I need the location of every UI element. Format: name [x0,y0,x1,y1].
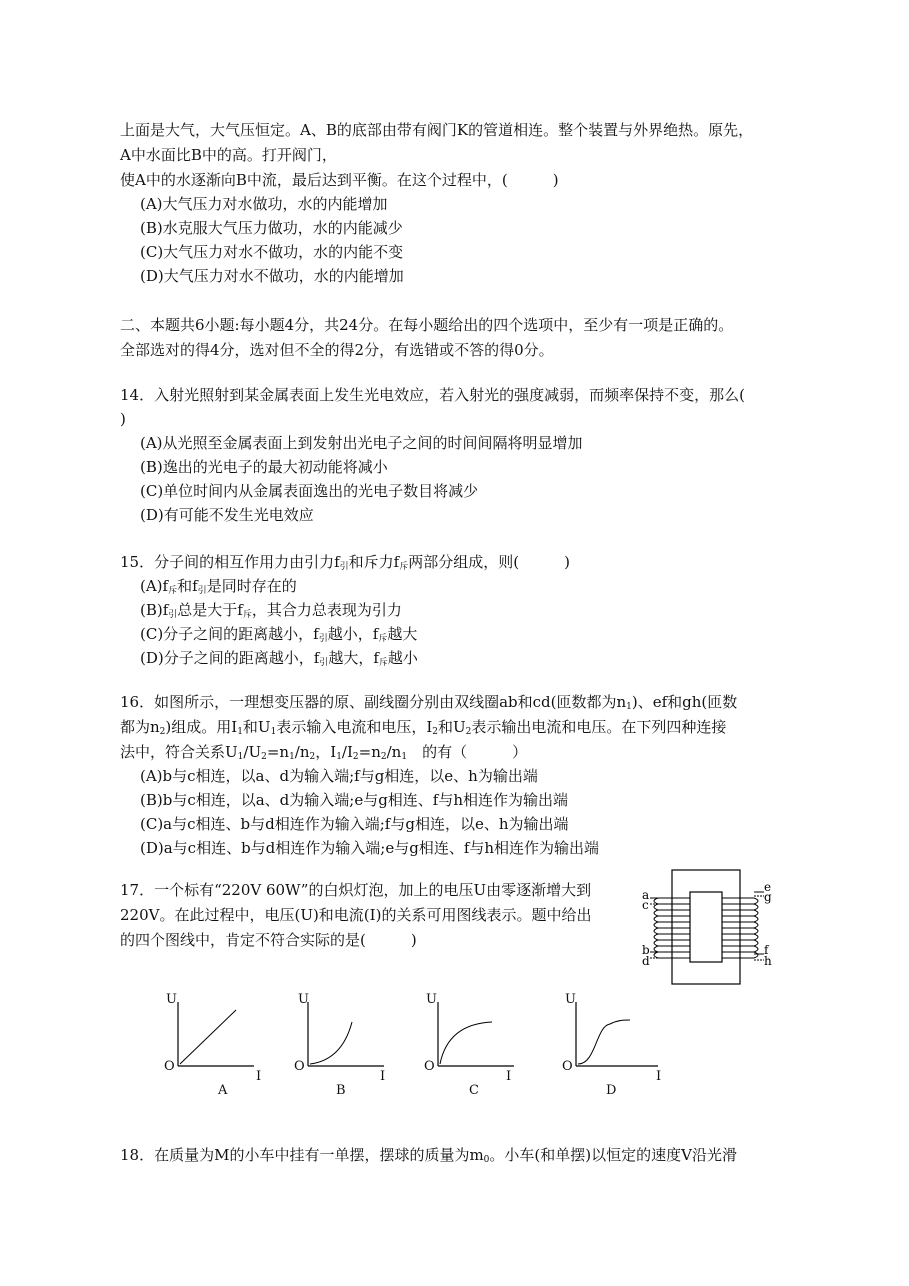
graph-b-x-label: I [380,1069,386,1084]
graph-b-name: B [336,1083,346,1098]
q16-option-c: (C)a与c相连、b与d相连作为输入端;f与g相连，以e、h为输出端 [140,815,569,833]
q16-line-1: 16．如图所示，一理想变压器的原、副线圈分别由双线圈ab和cd(匝数都为$n_1$)、ef和gh(匝数 [120,693,738,712]
graph-a-plot [176,1002,256,1070]
q15-option-c: (C)分子之间的距离越小，$f_引$越小，$f_斥$越大 [140,625,418,644]
q18-line-1: 18．在质量为M的小车中挂有一单摆，摆球的质量为$m_0$。小车(和单摆)以恒定的速度V沿光滑 [120,1146,737,1165]
graph-a-y-label: U [166,992,177,1007]
q14-line-1: 14．入射光照射到某金属表面上发生光电效应，若入射光的强度减弱，而频率保持不变，那么( [120,386,745,404]
graph-c-origin: O [424,1059,435,1074]
q13-line-1: 上面是大气，大气压恒定。A、B的底部由带有阀门K的管道相连。整个装置与外界绝热。原先， [120,121,754,139]
q16-line-2: 都为$n_2$)组成。用$I_1$和$U_1$表示输入电流和电压，$I_2$和$U_2$表示输出电流和电压。在下列四种连接 [120,718,727,737]
graph-d-name: D [606,1083,617,1098]
q15-option-d: (D)分子之间的距离越小，$f_引$越大，$f_斥$越小 [140,649,418,668]
section2-line-1: 二、本题共6小题:每小题4分，共24分。在每小题给出的四个选项中，至少有一项是正确的。 [120,316,734,334]
q14-option-b: (B)逸出的光电子的最大初动能将减小 [140,458,388,476]
graph-b-curve [310,1022,352,1064]
q17-line-3: 的四个图线中，肯定不符合实际的是( ) [120,931,417,949]
graph-a-origin: O [164,1059,175,1074]
terminal-label-f: f [764,943,769,957]
q17-line-2: 220V。在此过程中，电压(U)和电流(I)的关系可用图线表示。题中给出 [120,906,592,924]
terminal-label-b: b [642,943,650,957]
terminal-label-a: a [642,888,650,902]
graph-a-x-label: I [256,1069,262,1084]
graph-c-plot [436,1002,516,1070]
q13-option-b: (B)水克服大气压力做功，水的内能减少 [140,219,403,237]
q14-option-a: (A)从光照至金属表面上到发射出光电子之间的时间间隔将明显增加 [140,434,583,452]
q17-line-1: 17．一个标有“220V 60W”的白炽灯泡，加上的电压U由零逐渐增大到 [120,881,592,899]
terminal-label-e: e [764,880,772,894]
graph-a-name: A [218,1083,228,1098]
q15-option-b: $(B)f_引$总是大于$f_斥$，其合力总表现为引力 [140,601,402,620]
graph-c-curve [440,1022,492,1064]
q15-stem: 15．分子间的相互作用力由引力$f_引$和斥力$f_斥$两部分组成，则( ) [120,553,570,572]
graph-a-curve [180,1010,236,1064]
terminal-label-c: c [642,898,649,912]
terminal-label-d: d [642,954,650,968]
graph-b-plot [306,1002,386,1070]
q13-option-a: (A)大气压力对水做功，水的内能增加 [140,195,388,213]
transformer-diagram [640,868,780,988]
graph-b-origin: O [294,1059,305,1074]
graph-d-y-label: U [565,992,576,1007]
graph-d-curve [578,1020,630,1064]
section2-line-2: 全部选对的得4分，选对但不全的得2分，有选错或不答的得0分。 [120,341,554,359]
graph-c-name: C [469,1083,479,1098]
q16-option-d: (D)a与c相连、b与d相连作为输入端;e与g相连、f与h相连作为输出端 [140,839,600,857]
q16-option-b: (B)b与c相连，以a、d为输入端;e与g相连、f与h相连作为输出端 [140,791,569,809]
q16-line-3: 法中，符合关系$U_1/U_2=n_1/n_2$，$I_1/I_2=n_2/n_1$ 的有（ ） [120,743,528,762]
q13-option-c: (C)大气压力对水不做功，水的内能不变 [140,243,404,261]
graph-c-x-label: I [506,1069,512,1084]
q13-line-3: 使A中的水逐渐向B中流，最后达到平衡。在这个过程中，( ) [120,171,559,189]
graph-b-y-label: U [298,992,309,1007]
graph-d-x-label: I [656,1069,662,1084]
terminal-label-h: h [764,954,772,968]
q15-option-a: $(A)f_斥$和$f_引$是同时存在的 [140,577,297,596]
q13-line-2: A中水面比B中的高。打开阀门， [120,146,337,164]
graph-d-plot [574,1002,664,1070]
q14-line-2: ) [120,410,126,428]
q14-option-d: (D)有可能不发生光电效应 [140,506,314,524]
q14-option-c: (C)单位时间内从金属表面逸出的光电子数目将减少 [140,482,479,500]
q16-option-a: (A)b与c相连，以a、d为输入端;f与g相连，以e、h为输出端 [140,767,538,785]
terminal-label-g: g [764,890,772,904]
graph-d-origin: O [562,1059,573,1074]
graph-c-y-label: U [426,992,437,1007]
q13-option-d: (D)大气压力对水不做功，水的内能增加 [140,267,404,285]
